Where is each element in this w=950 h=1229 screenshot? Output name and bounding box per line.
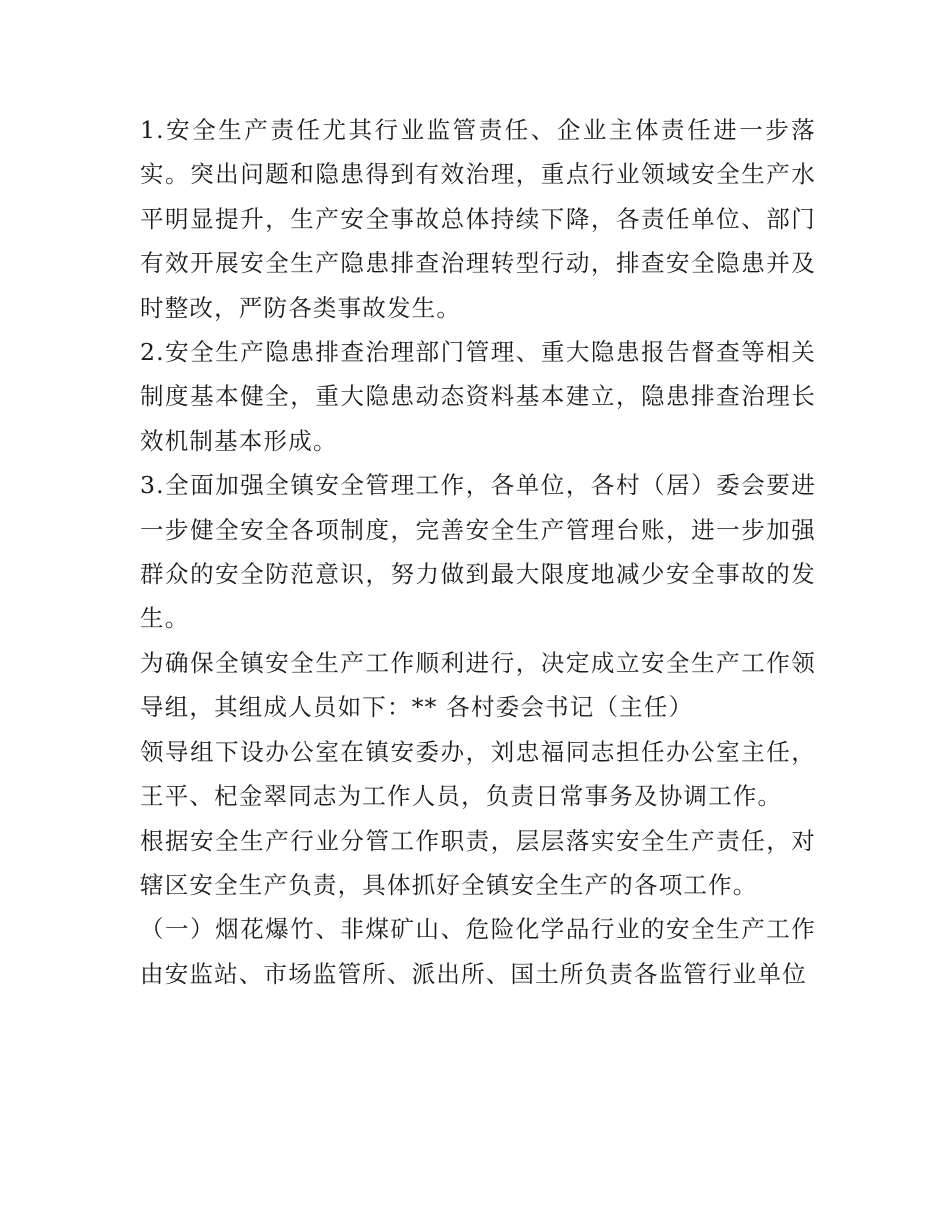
paragraph-responsibilities: 根据安全生产行业分管工作职责，层层落实安全生产责任，对辖区安全生产负责，具体抓好全镇安全生产的各项工作。 xyxy=(140,826,816,899)
paragraph-item-2: 2.安全生产隐患排查治理部门管理、重大隐患报告督查等相关制度基本健全，重大隐患动态资料基本建立，隐患排查治理长效机制基本形成。 xyxy=(140,338,816,455)
paragraph-item-1: 1.安全生产责任尤其行业监管责任、企业主体责任进一步落实。突出问题和隐患得到有效治理，重点行业领域安全生产水平明显提升，生产安全事故总体持续下降，各责任单位、部门有效开展安全生产隐患排查治理转型行动，排查安全隐患并及时整改，严防各类事故发生。 xyxy=(140,116,816,322)
paragraph-item-3: 3.全面加强全镇安全管理工作，各单位，各村（居）委会要进一步健全安全各项制度，完善安全生产管理台账，进一步加强群众的安全防范意识，努力做到最大限度地减少安全事故的发生。 xyxy=(140,471,816,633)
paragraph-leadership-group: 为确保全镇安全生产工作顺利进行，决定成立安全生产工作领导组，其组成人员如下：** 各村委会书记（主任） xyxy=(140,648,816,722)
document-body xyxy=(140,108,816,996)
paragraph-section-one: （一）烟花爆竹、非煤矿山、危险化学品行业的安全生产工作由安监站、市场监管所、派出所、国土所负责各监管行业单位 xyxy=(140,915,816,988)
paragraph-office: 领导组下设办公室在镇安委办，刘忠福同志担任办公室主任，王平、杞金翠同志为工作人员，负责日常事务及协调工作。 xyxy=(140,737,816,811)
